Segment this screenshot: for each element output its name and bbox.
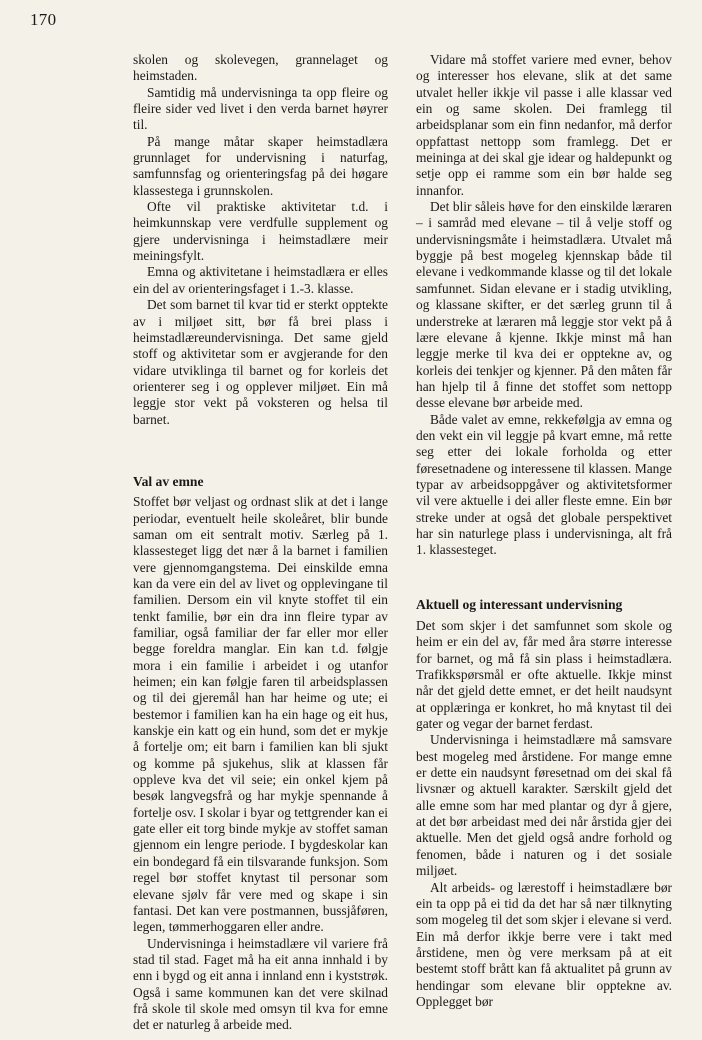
page-number: 170 (30, 10, 57, 29)
paragraph: Det som skjer i det samfunnet som skole og heim er ein del av, får med åra større interesse for barnet, og må få sin plass i heimstadlæra. Trafikkspørsmål er ofte aktuelle. Ikkje minst når det gjeld dette emnet, er det heilt naudsynt at opplæringa er konkret, ho må knytast til dei gater og vegar der barnet ferdast. (416, 618, 672, 732)
section-heading: Aktuell og interessant undervisning (416, 596, 623, 612)
paragraph: På mange måtar skaper heimstadlæra grunnlaget for undervisning i naturfag, samfunnsfag og orienteringsfag på dei høgare klassestega i grunnskolen. (133, 133, 388, 198)
paragraph: Emna og aktivitetane i heimstadlæra er elles ein del av orienteringsfaget i 1.-3. klasse. (133, 264, 388, 296)
paragraph: Alt arbeids- og lærestoff i heimstadlære bør ein ta opp på ei tid da det har så nær tilknyting som mogeleg til det som skjer i elevane si verd. Ein må derfor ikkje berre vere i takt med årstidene, men òg vere merksam på at eit bestemt stoff brått kan få aktualitet på grunn av hendingar som elevane blir opptekne av. Opplegget bør (416, 879, 672, 1009)
paragraph: Vidare må stoffet variere med evner, behov og interesser hos elevane, slik at det same utvalet heller ikkje vil passe i alle klassar ved ein og same skolen. Dei framlegg til arbeidsplanar som ein finn nedanfor, må derfor oppfattast nettopp som framlegg. Det er meininga at dei skal gje idear og haldepunkt og setje opp ei ramme som ein bør halde seg innanfor. (416, 52, 672, 198)
section-heading: Val av emne (133, 473, 204, 489)
paragraph: Ofte vil praktiske aktivitetar t.d. i heimkunnskap vere verdfulle supplement og gjere undervisninga i heimstadlære meir meiningsfylt. (133, 199, 388, 264)
paragraph: Stoffet bør veljast og ordnast slik at det i lange periodar, eventuelt heile skoleåret, blir bunde saman om eit sentralt motiv. Særleg på 1. klassesteget ligg det nær å la barnet i familien vere gjennomgangstema. Dei einskilde emna kan da vere ein del av livet og opplevingane til familien. Dersom ein vil knyte stoffet til ein tenkt familie, bør ein dra inn fleire typar av familiar, også familiar der far eller mor eller begge foreldra manglar. Ein kan t.d. følgje mora i ein familie i arbeidet i og utanfor heimen; ein kan følgje faren til arbeidsplassen og til dei gjeremål han har heime og ute; ei bestemor i familien kan ha ein hage og eit hus, kanskje ein katt og ein hund, som det er mykje å fortelje om; eit barn i familien kan bli sjukt og komme på sjukehus, slik at klassen får oppleve kva det vil seie; ein onkel kjem på besøk langvegsfrå og har mykje spennande å fortelje osv. I skolar i byar og tettgrender kan ei gate eller eit torg binde mykje av stoffet saman gjennom ein lengre periode. I bygdeskolar kan ein bondegard få ein tilsvarande funksjon. Som regel bør stoffet knytast til personar som elevane sjølv får vere med og skape i sin fantasi. Det kan vere postmannen, bussjåføren, legen, tømmerhoggaren eller andre. (133, 494, 388, 935)
paragraph: Det som barnet til kvar tid er sterkt opptekte av i miljøet sitt, bør få brei plass i heimstadlæreundervisninga. Det same gjeld stoff og aktivitetar som er avgjerande for den vidare utviklinga til barnet og for korleis det orienterer seg i og opplever miljøet. Ein må leggje stor vekt på voksteren og helsa til barnet. (133, 297, 388, 427)
paragraph: Både valet av emne, rekkefølgja av emna og den vekt ein vil leggje på kvart emne, må rette seg etter dei lokale forholda og etter føresetnadene og interessene til klassen. Mange typar av arbeidsoppgåver og aktivitetsformer vil vere aktuelle i dei aller fleste emne. Ein bør streke under at også det globale perspektivet har sin naturlege plass i undervisninga, alt frå 1. klassesteget. (416, 411, 672, 558)
paragraph: Undervisninga i heimstadlære må samsvare best mogeleg med årstidene. For mange emne er dette ein naudsynt føresetnad om dei skal få livsnær og aktuell karakter. Særskilt gjeld det alle emne som har med plantar og dyr å gjere, at det bør arbeidast med dei når årstida gjer dei aktuelle. Men det gjeld også andre forhold og fenomen, både i naturen og i det sosiale miljøet. (416, 732, 672, 879)
left-column (133, 52, 388, 1034)
paragraph: Samtidig må undervisninga ta opp fleire og fleire sider ved livet i den verda barnet høyrer til. (133, 84, 388, 133)
right-column (416, 52, 672, 1010)
paragraph: Det blir såleis høve for den einskilde læraren – i samråd med elevane – til å velje stoff og undervisningsmåte i heimstadlæra. Utvalet må byggje på best mogeleg kjennskap både til elevane i vedkommande klasse og til det lokale samfunnet. Sidan elevane er i stadig utvikling, og klassane skifter, er det særleg grunn til å understreke at læraren må leggje stor vekt på å lære elevane å kjenne. Ikkje minst må han leggje merke til kva dei er opptekne av, og korleis dei tenkjer og kjenner. På den måten får han hjelp til å finne det stoffet som nettopp desse elevane bør arbeide med. (416, 199, 672, 411)
paragraph: skolen og skolevegen, grannelaget og heimstaden. (133, 52, 388, 84)
paragraph: Undervisninga i heimstadlære vil variere frå stad til stad. Faget må ha eit anna innhald i by enn i bygd og eit anna i innland enn i kyststrøk. Også i same kommunen kan det vere skilnad frå skole til skole med omsyn til kva for emne det er naturleg å arbeide med. (133, 935, 388, 1033)
